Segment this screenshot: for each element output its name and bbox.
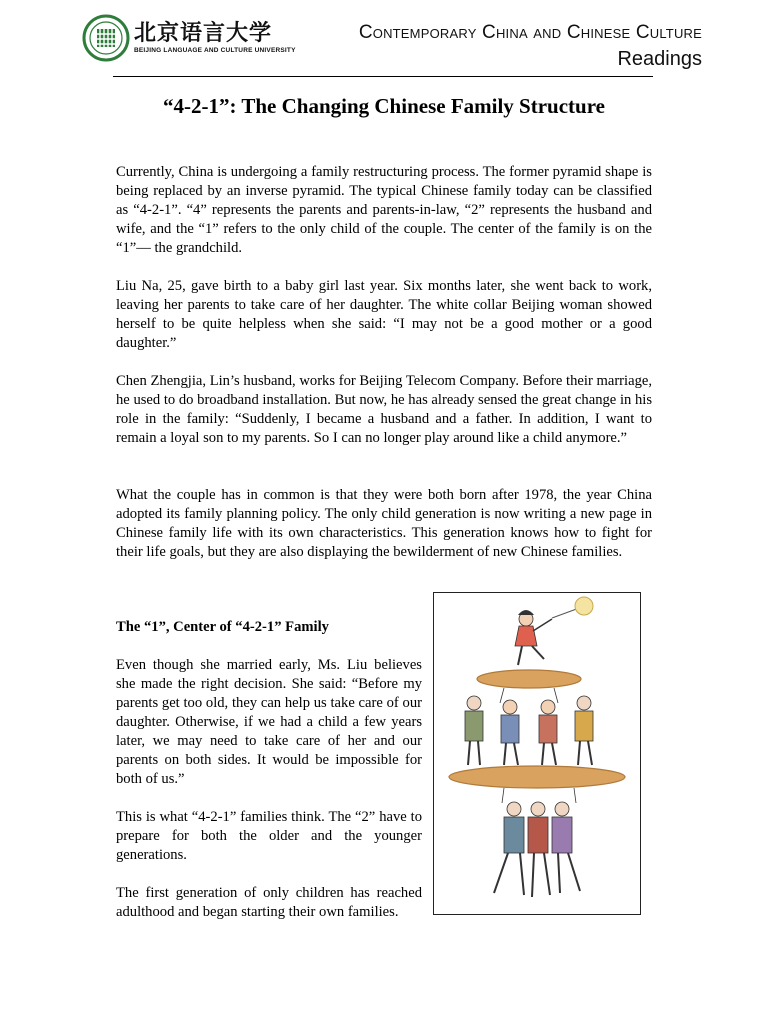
paragraph-intro: Currently, China is undergoing a family restructuring process. The former pyramid shape is being replaced by an inverse pyramid. The typical Chinese family today can be classified as “4-2-1”. “4” represents the parents and parents-in-law, “2” represents the husband and wife, and the “1” refers to the only child of the couple. The center of the family is on the “1”— the grandchild. [116,164,652,256]
paragraph-ms-liu: Even though she married early, Ms. Liu believes she made the right decision. She said: “Before my parents get too old, they can help us take care of our daughter. Otherwise, if we had a child a few years later, we may need to take care of her and our parents on both sides. It would be impossible for both of us.” [116,657,422,787]
page-header [82,14,702,78]
paragraph-liu-na: Liu Na, 25, gave birth to a baby girl last year. Six months later, she went back to work, leaving her parents to take care of her daughter. The white collar Beijing woman showed herself to be quite helpless when she said: “I may not be a good mother or a good daughter.” [116,278,652,351]
section-subheading: The “1”, Center of “4-2-1” Family [116,619,329,635]
paragraph-common-ground: What the couple has in common is that they were both born after 1978, the year China adopted its family planning policy. The only child generation is now writing a new page in Chinese family life with its own characteristics. This generation knows how to fight for their life goals, but they are also displaying the bewilderment of new Chinese families. [116,487,652,560]
family-pyramid-illustration [433,592,641,915]
university-name-english: BEIJING LANGUAGE AND CULTURE UNIVERSITY [134,47,296,54]
section-label: Readings [617,48,702,70]
university-name-chinese: 北京语言大学 [134,20,273,46]
paragraph-421-families: This is what “4-2-1” families think. The “2” have to prepare for both the older and the younger generations. [116,809,422,863]
paragraph-chen-zhengjia: Chen Zhengjia, Lin’s husband, works for Beijing Telecom Company. Before their marriage, he used to do broadband installation. But now, he has already sensed the great change in his role in the family: “Suddenly, I became a husband and a father. In addition, I want to remain a loyal son to my parents. So I can no longer play around like a child anymore.” [116,373,652,446]
university-seal-icon [82,14,130,62]
header-divider [113,76,653,77]
article-title: “4-2-1”: The Changing Chinese Family Structure [163,94,605,118]
paragraph-first-generation: The first generation of only children has reached adulthood and began starting their own families. [116,885,422,920]
course-title: Contemporary China and Chinese Culture [358,22,702,43]
family-pyramid-drawing [434,593,640,914]
